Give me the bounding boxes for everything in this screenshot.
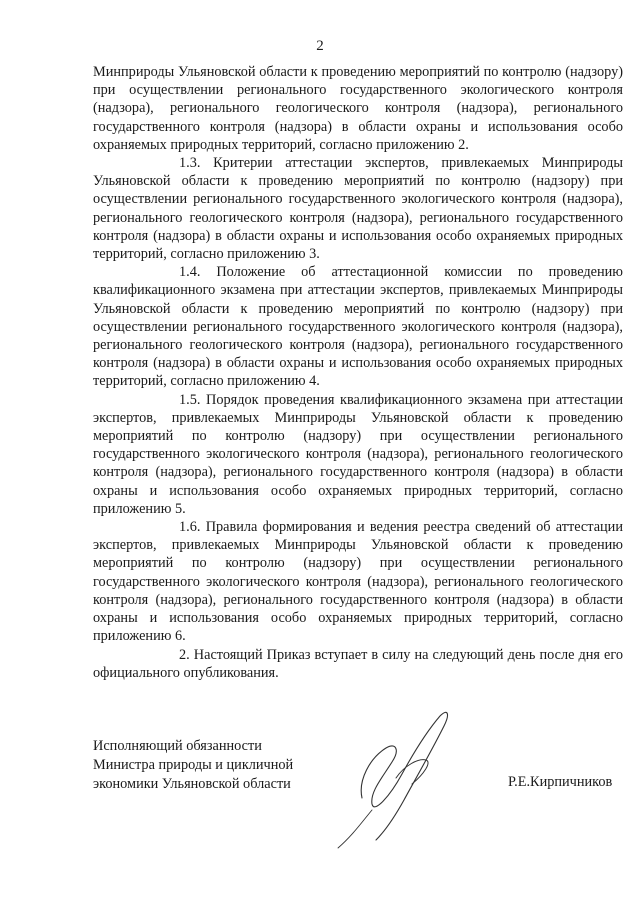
- handwritten-signature: [300, 700, 500, 850]
- signatory-title-line: Исполняющий обязанности: [93, 738, 262, 754]
- paragraph-text: Минприроды Ульяновской области к проведению мероприятий по контролю (надзору) при осуществлении регионального государственного экологического контроля (надзора), регионального геологического контроля (надзора), регионального государственного контроля (надзора) в области охраны и использования особо охраняемых природных территорий, согласно приложению 2.: [93, 64, 623, 153]
- paragraph-1-6: [93, 518, 623, 645]
- paragraph-1-5: [93, 391, 623, 518]
- paragraph-number: 1.4.: [179, 264, 201, 281]
- paragraph-text: Настоящий Приказ вступает в силу на следующий день после дня его официального опубликования.: [93, 646, 624, 681]
- paragraph-1-3: [93, 154, 623, 263]
- signatory-title-line: Министра природы и цикличной: [93, 757, 294, 773]
- document-body: [93, 63, 623, 682]
- signatory-title: [93, 737, 293, 794]
- paragraph-text: Критерии аттестации экспертов, привлекаемых Минприроды Ульяновской области к проведению мероприятий по контролю (надзору) при осуществлении регионального государственного экологического контроля (надзора), регионального геологического контроля (надзора), регионального государственного контроля (надзора) в области охраны и использования особо охраняемых природных территорий, согласно приложению 3.: [93, 155, 623, 263]
- page-number: 2: [316, 38, 324, 54]
- signatory-name: Р.Е.Кирпичников: [508, 774, 613, 790]
- signatory-title-line: экономики Ульяновской области: [93, 776, 291, 792]
- paragraph-1-4: [93, 263, 623, 390]
- paragraph-continuation: [93, 63, 623, 154]
- paragraph-number: 2.: [179, 646, 190, 663]
- paragraph-2: [93, 646, 623, 682]
- paragraph-number: 1.6.: [179, 519, 201, 536]
- paragraph-text: Положение об аттестационной комиссии по проведению квалификационного экзамена при аттестации экспертов, привлекаемых Минприроды Ульяновской области к проведению мероприятий по контролю (надзору) при осуществлении регионального государственного экологического контроля (надзора), регионального геологического контроля (надзора), регионального государственного контроля (надзора) в области охраны и использования особо охраняемых природных территорий, согласно приложению 4.: [93, 264, 623, 390]
- paragraph-number: 1.5.: [179, 391, 201, 408]
- paragraph-number: 1.3.: [179, 155, 201, 172]
- paragraph-text: Правила формирования и ведения реестра сведений об аттестации экспертов, привлекаемых Минприроды Ульяновской области к проведению мероприятий по контролю (надзору) при осуществлении регионального государственного экологического контроля (надзора), регионального геологического контроля (надзора), регионального государственного контроля (надзора) в области охраны и использования особо охраняемых природных территорий, согласно приложению 6.: [93, 519, 623, 645]
- paragraph-text: Порядок проведения квалификационного экзамена при аттестации экспертов, привлекаемых Минприроды Ульяновской области к проведению мероприятий по контролю (надзору) при осуществлении регионального государственного экологического контроля (надзора), регионального геологического контроля (надзора), регионального государственного контроля (надзора) в области охраны и использования особо охраняемых природных территорий, согласно приложению 5.: [93, 391, 623, 517]
